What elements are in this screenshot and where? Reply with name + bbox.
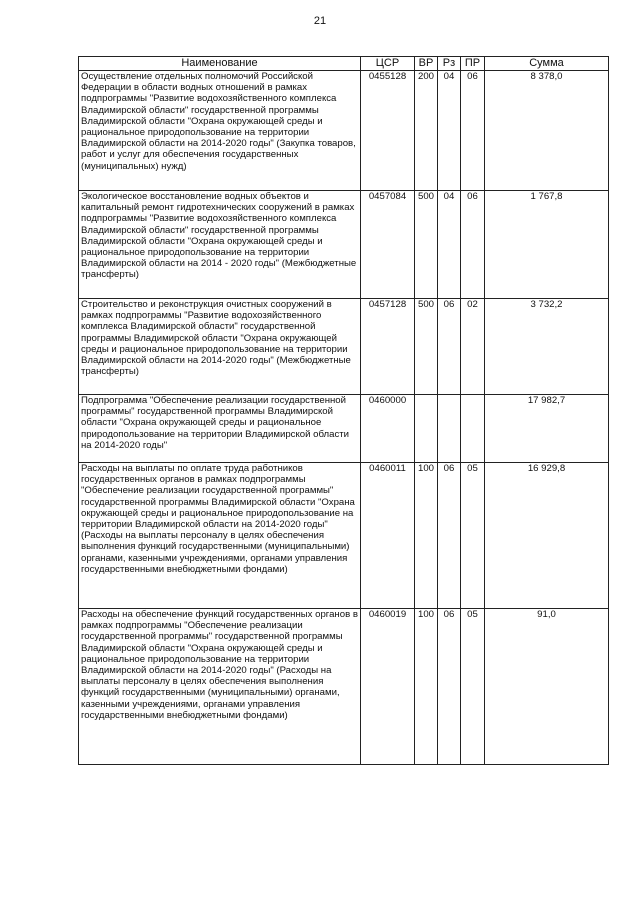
row-csr: 0457084 [361, 191, 415, 299]
row-name: Расходы на обеспечение функций государственных органов в рамках подпрограммы "Обеспечение реализации государственной программы" государственной программы Владимирской области "Охрана окружающей среды и рациональное природопользование на территории Владимирской области на 2014-2020 годы" (Расходы на выплаты персоналу в целях обеспечения выполнения функций государственными (муниципальными) органами, казенными учреждениями, органами управления государственными внебюджетными фондами) [79, 609, 361, 765]
row-name: Подпрограмма "Обеспечение реализации государственной программы" государственной программы Владимирской области "Охрана окружающей среды и рациональное природопользование на территории Владимирской области на 2014-2020 годы" [79, 395, 361, 463]
row-vr [415, 395, 438, 463]
row-pr: 06 [461, 71, 485, 191]
header-sum: Сумма [485, 57, 609, 71]
row-vr: 100 [415, 463, 438, 609]
row-rz: 04 [438, 191, 461, 299]
table-row [79, 299, 609, 395]
row-csr: 0460019 [361, 609, 415, 765]
table-row [79, 191, 609, 299]
row-pr: 06 [461, 191, 485, 299]
budget-table [78, 56, 609, 765]
row-csr: 0455128 [361, 71, 415, 191]
row-pr: 05 [461, 463, 485, 609]
page-number: 21 [313, 15, 327, 27]
table-row [79, 71, 609, 191]
header-pr: ПР [461, 57, 485, 71]
row-rz: 06 [438, 609, 461, 765]
row-rz: 06 [438, 299, 461, 395]
header-csr: ЦСР [361, 57, 415, 71]
header-vr: ВР [415, 57, 438, 71]
row-vr: 500 [415, 299, 438, 395]
table-row [79, 609, 609, 765]
row-sum: 8 378,0 [485, 71, 609, 191]
row-csr: 0460000 [361, 395, 415, 463]
table-row [79, 395, 609, 463]
row-pr: 02 [461, 299, 485, 395]
header-name: Наименование [79, 57, 361, 71]
row-vr: 500 [415, 191, 438, 299]
row-pr: 05 [461, 609, 485, 765]
row-name: Расходы на выплаты по оплате труда работников государственных органов в рамках подпрограммы "Обеспечение реализации государственной программы" государственной программы Владимирской области "Охрана окружающей среды и рациональное природопользование на территории Владимирской области на 2014-2020 годы" (Расходы на выплаты персоналу в целях обеспечения выполнения функций государственными (муниципальными) органами, казенными учреждениями, органами управления государственными внебюджетными фондами) [79, 463, 361, 609]
row-vr: 100 [415, 609, 438, 765]
row-sum: 91,0 [485, 609, 609, 765]
row-rz: 04 [438, 71, 461, 191]
row-name: Осуществление отдельных полномочий Российской Федерации в области водных отношений в рамках подпрограммы "Развитие водохозяйственного комплекса Владимирской области" государственной программы Владимирской области "Охрана окружающей среды и рациональное природопользование на территории Владимирской области на 2014-2020 годы" (Закупка товаров, работ и услуг для обеспечения государственных (муниципальных) нужд) [79, 71, 361, 191]
row-name: Экологическое восстановление водных объектов и капитальный ремонт гидротехнических сооружений в рамках подпрограммы "Развитие водохозяйственного комплекса Владимирской области" государственной программы Владимирской области "Охрана окружающей среды и рациональное природопользование на территории Владимирской области на 2014 - 2020 годы" (Межбюджетные трансферты) [79, 191, 361, 299]
row-sum: 1 767,8 [485, 191, 609, 299]
row-sum: 17 982,7 [485, 395, 609, 463]
row-vr: 200 [415, 71, 438, 191]
row-sum: 3 732,2 [485, 299, 609, 395]
row-rz: 06 [438, 463, 461, 609]
table-header-row [79, 57, 609, 71]
row-csr: 0460011 [361, 463, 415, 609]
row-csr: 0457128 [361, 299, 415, 395]
row-name: Строительство и реконструкция очистных сооружений в рамках подпрограммы "Развитие водохозяйственного комплекса Владимирской области" государственной программы Владимирской области "Охрана окружающей среды и рациональное природопользование на территории Владимирской области на 2014-2020 годы" (Межбюджетные трансферты) [79, 299, 361, 395]
row-sum: 16 929,8 [485, 463, 609, 609]
table-row [79, 463, 609, 609]
row-pr [461, 395, 485, 463]
header-rz: Рз [438, 57, 461, 71]
row-rz [438, 395, 461, 463]
